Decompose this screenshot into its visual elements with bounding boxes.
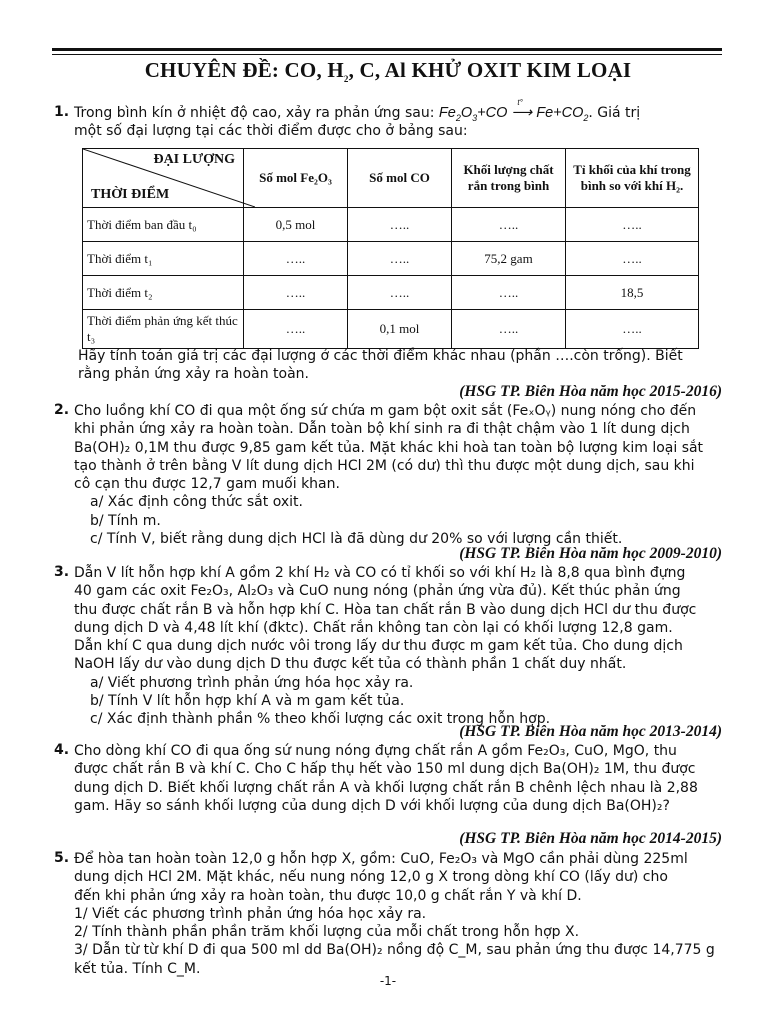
text-line: Hãy tính toán giá trị các đại lượng ở các thời điểm khác nhau (phần ….còn trống). Biết [78,348,683,364]
text-line: dung dịch D và 4,48 lít khí (đktc). Chất rắn không tan còn lại có khối lượng 12,8 gam. [74,619,673,636]
table-cell: ….. [244,276,348,310]
table-cell: 75,2 gam [452,242,566,276]
table-cell: 0,5 mol [244,208,348,242]
col-header-solid-mass: Khối lượng chất rắn trong bình [452,149,566,208]
sub-question: 3/ Dẫn từ từ khí D đi qua 500 ml dd Ba(OH)₂ nồng độ C_M, sau phản ứng thu được 14,775 g [74,942,715,959]
col-header-gas-density: Tỉ khối của khí trong bình so với khí H₂. [566,149,699,208]
text-line: 40 gam các oxit Fe₂O₃, Al₂O₃ và CuO nung nóng (phản ứng vừa đủ). Kết thúc phản ứng [74,583,681,600]
sub-question: 1/ Viết các phương trình phản ứng hóa học xảy ra. [74,905,427,922]
table-cell: ….. [348,242,452,276]
row-label: Thời điểm t₂ [83,276,244,310]
problem-5-number: 5. [54,850,70,866]
text-line: khi phản ứng xảy ra hoàn toàn. Dẫn toàn bộ khí sinh ra đi thật chậm vào 1 lít dung dịch [74,421,690,438]
problem-2-source: (HSG TP. Biên Hòa năm học 2009-2010) [459,545,722,562]
corner-label-time: THỜI ĐIỂM [91,187,170,202]
table-cell: ….. [452,310,566,349]
text-line: thu được chất rắn B và hỗn hợp khí C. Hòa tan chất rắn B vào dung dịch HCl dư thu được [74,601,697,618]
table-cell: ….. [566,208,699,242]
table-cell: ….. [348,208,452,242]
text-line: Dẫn khí C qua dung dịch nước vôi trong lấy dư thu được m gam kết tủa. Cho dung dịch [74,638,683,655]
col-header-mol-co: Số mol CO [348,149,452,208]
table-cell: 0,1 mol [348,310,452,349]
text-line: Dẫn V lít hỗn hợp khí A gồm 2 khí H₂ và CO có tỉ khối so với khí H₂ là 8,8 qua bình đựng [74,565,686,581]
problem-1-text [74,98,722,141]
problem-4-source: (HSG TP. Biên Hòa năm học 2014-2015) [459,830,722,847]
sub-question: b/ Tính m. [90,512,161,529]
problem-3-source: (HSG TP. Biên Hòa năm học 2013-2014) [459,723,722,740]
sub-question: 2/ Tính thành phần phần trăm khối lượng của mỗi chất trong hỗn hợp X. [74,924,580,941]
problem-3-text [74,564,722,729]
header-rule-thick [52,48,722,51]
corner-label-quantity: ĐẠI LƯỢNG [153,152,235,167]
problem-1-request [78,347,726,384]
table-cell: 18,5 [566,276,699,310]
text-line: được chất rắn B và khí C. Cho C hấp thụ hết vào 150 ml dung dịch Ba(OH)₂ 1M, thu được [74,761,696,778]
problem-1-source: (HSG TP. Biên Hòa năm học 2015-2016) [459,383,722,400]
text-line: NaOH lấy dư vào dung dịch D thu được kết tủa có thành phần 1 chất duy nhất. [74,656,627,673]
sub-question: c/ Tính V, biết rằng dung dịch HCl là đã dùng dư 20% so với lượng cần thiết. [90,531,623,548]
problem-2-text [74,402,722,548]
text-line: gam. Hãy so sánh khối lượng của dung dịch D với khối lượng của dung dịch Ba(OH)₂? [74,797,670,814]
text-line: Cho luồng khí CO đi qua một ống sứ chứa m gam bột oxit sắt (FeₓOᵧ) nung nóng cho đến [74,403,697,419]
table-cell: ….. [244,310,348,349]
text-line: rằng phản ứng xảy ra hoàn toàn. [78,366,309,383]
problem-1-line-2: một số đại lượng tại các thời điểm được cho ở bảng sau: [74,123,468,140]
table-cell: ….. [348,276,452,310]
text-line: đến khi phản ứng xảy ra hoàn toàn, thu được 10,0 g chất rắn Y và khí D. [74,887,582,904]
sub-question: b/ Tính V lít hỗn hợp khí A và m gam kết tủa. [90,693,405,710]
row-label: Thời điểm ban đầu t₀ [83,208,244,242]
sub-question: c/ Xác định thành phần % theo khối lượng các oxit trong hỗn hợp. [90,711,551,728]
table-row [83,276,699,310]
text-line: Để hòa tan hoàn toàn 12,0 g hỗn hợp X, gồm: CuO, Fe₂O₃ và MgO cần phải dùng 225ml [74,851,688,867]
text-line: Cho dòng khí CO đi qua ống sứ nung nóng đựng chất rắn A gồm Fe₂O₃, CuO, MgO, thu [74,743,677,759]
reaction-equation: $Fe_2O_3+CO$ t° ⟶ $Fe+CO_2$ [438,98,589,123]
sub-question: a/ Viết phương trình phản ứng hóa học xảy ra. [90,674,414,691]
table-row [83,208,699,242]
text-line: tạo thành ở trên bằng V lít dung dịch HCl 2M (có dư) thì thu được một dung dịch, sau khi [74,457,695,474]
table-cell: ….. [566,242,699,276]
problem-3-number: 3. [54,564,70,580]
problem-2-number: 2. [54,402,70,418]
sub-question: a/ Xác định công thức sắt oxit. [90,494,303,511]
problem-5-text [74,850,722,978]
table-cell: ….. [566,310,699,349]
text-line: dung dịch D. Biết khối lượng chất rắn A và khối lượng chất rắn B chênh lệch nhau là 2,88 [74,779,698,796]
header-rule-thin [52,54,722,55]
row-label: Thời điểm phản ứng kết thúc t₃ [83,310,244,349]
quantities-table [82,148,699,349]
sub-question: kết tủa. Tính C_M. [74,960,201,977]
problem-1-number: 1. [54,104,70,120]
table-corner-cell [83,149,244,208]
col-header-mol-fe2o3: Số mol Fe₂O₃ [244,149,348,208]
page-number: -1- [379,974,397,988]
problem-4-text [74,742,722,815]
problem-4-number: 4. [54,742,70,758]
text-line: Ba(OH)₂ 0,1M thu được 9,85 gam kết tủa. Mặt khác khi hoà tan toàn bộ lượng kim loại sắt [74,439,704,456]
text-line: cô cạn thu được 12,7 gam muối khan. [74,476,340,493]
table-cell: ….. [452,208,566,242]
table-cell: ….. [452,276,566,310]
text-line: dung dịch HCl 2M. Mặt khác, nếu nung nóng 12,0 g X trong dòng khí CO (lấy dư) cho [74,869,668,886]
table-row [83,310,699,349]
problem-1-line-1: Trong bình kín ở nhiệt độ cao, xảy ra phản ứng sau: $Fe_2O_3+CO$ t° ⟶ $Fe+CO_2$. Giá trị [74,98,641,123]
document-title: CHUYÊN ĐỀ: CO, $H_2$, C, Al KHỬ OXIT KIM LOẠI [144,58,632,85]
table-cell: ….. [244,242,348,276]
row-label: Thời điểm t₁ [83,242,244,276]
table-row [83,242,699,276]
